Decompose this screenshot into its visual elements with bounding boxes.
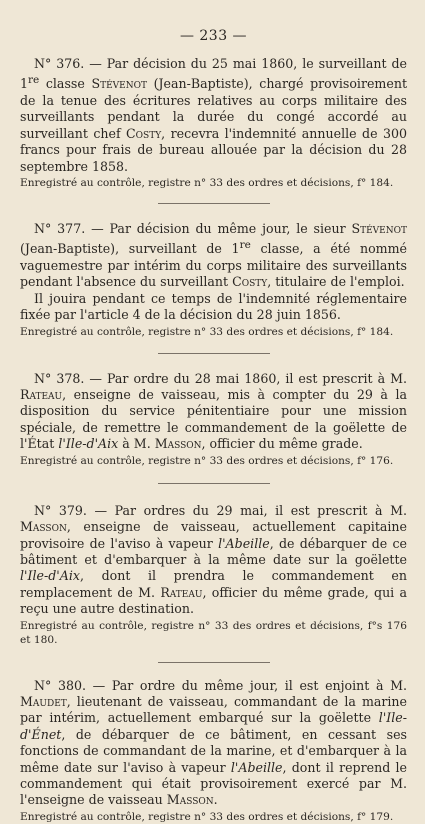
entry-376-text: N° 376. — Par décision du 25 mai 1860, le surveillant de 1re classe Stévenot (Jean-Baptiste), chargé provisoirement de la tenue des écritures relatives au corps militaire des surveillants pendant la durée du congé accordé au surveillant chef Costy, recevra l'indemnité annuelle de 300 francs pour frais de bureau allouée par la décision du 28 septembre 1858. (20, 56, 408, 174)
registration-note: Enregistré au contrôle, registre n° 33 des ordres et décisions, f° 184. (20, 325, 394, 338)
ship-name: l'Abeille (218, 535, 270, 551)
page-number: — 233 — (179, 28, 248, 44)
entry-number: N° 379. (34, 502, 87, 518)
section-divider (158, 662, 270, 663)
person-name: Masson (166, 792, 214, 808)
person-name: Maudet (20, 693, 67, 709)
entry-377-text: N° 377. — Par décision du même jour, le sieur Stévenot (Jean-Baptiste), surveillant de 1re classe, a été nommé vaguemestre par intérim du corps militaire des surveillants pendant l'absence du surveillant Costy, titulaire de l'emploi. (20, 221, 407, 290)
entry-376 (20, 56, 407, 190)
entry-378 (20, 371, 407, 468)
entry-379-text: N° 379. — Par ordres du 29 mai, il est prescrit à M. Masson, enseigne de vaisseau, actuellement capitaine provisoire de l'aviso à vapeur l'Abeille, de débarquer de ce bâtiment et d'embarquer à la même date sur la goëlette l'Ile-d'Aix, dont il prendra le commandement en remplacement de M. Rateau, officier du même grade, qui a reçu une autre destination. (20, 502, 407, 617)
registration-note: Enregistré au contrôle, registre n° 33 des ordres et décisions, f° 184. (20, 177, 394, 190)
entry-number: N° 376. (34, 56, 85, 71)
person-name: Masson (154, 436, 202, 452)
registration-note: Enregistré au contrôle, registre n° 33 des ordres et décisions, f° 176. (20, 454, 394, 467)
person-name: Costy (232, 274, 268, 290)
entry-377-para2: Il jouira pendant ce temps de l'indemnité réglementaire fixée par l'article 4 de la décision du 28 juin 1856. (20, 290, 407, 323)
entry-380-text: N° 380. — Par ordre du même jour, il est enjoint à M. Maudet, lieutenant de vaisseau, commandant de la marine par intérim, actuellement embarqué sur la goëlette l'Ile-d'Énet, de débarquer de ce bâtiment, en cessant ses fonctions de commandant de la marine, et d'embarquer à la même date sur l'aviso à vapeur l'Abeille, dont il reprend le commandement qui était provisoirement exercé par M. l'enseigne de vaisseau Masson. (20, 677, 407, 808)
section-divider (158, 353, 270, 354)
ship-name: l'Ile-d'Aix (58, 436, 119, 452)
entry-number: N° 378. (34, 370, 85, 386)
person-name: Stévenot (91, 76, 147, 92)
entry-378-text: N° 378. — Par ordre du 28 mai 1860, il est prescrit à M. Rateau, enseigne de vaisseau, mis à compter du 29 à la disposition du service pénitentiaire pour une mission spéciale, de remettre le commandement de la goëlette de l'État l'Ile-d'Aix à M. Masson, officier du même grade. (20, 370, 407, 452)
entry-380 (20, 678, 407, 824)
ship-name: l'Ile-d'Énet (20, 710, 407, 742)
entry-number: N° 380. (34, 677, 86, 693)
ship-name: l'Abeille (230, 759, 283, 775)
registration-note: Enregistré au contrôle, registre n° 33 des ordres et décisions, f°s 176 et 180. (20, 619, 407, 646)
section-divider (158, 483, 270, 484)
person-name: Stévenot (351, 221, 407, 237)
entry-number: N° 377. (34, 221, 86, 237)
person-name: Costy (126, 125, 162, 141)
ship-name: l'Ile-d'Aix (20, 568, 80, 584)
entry-377 (20, 221, 407, 339)
entry-379 (20, 503, 407, 647)
registration-note: Enregistré au contrôle, registre n° 33 des ordres et décisions, f° 179. (20, 810, 394, 823)
person-name: Rateau (160, 584, 203, 600)
person-name: Rateau (20, 387, 63, 403)
section-divider (158, 203, 270, 204)
person-name: Masson (20, 519, 67, 535)
